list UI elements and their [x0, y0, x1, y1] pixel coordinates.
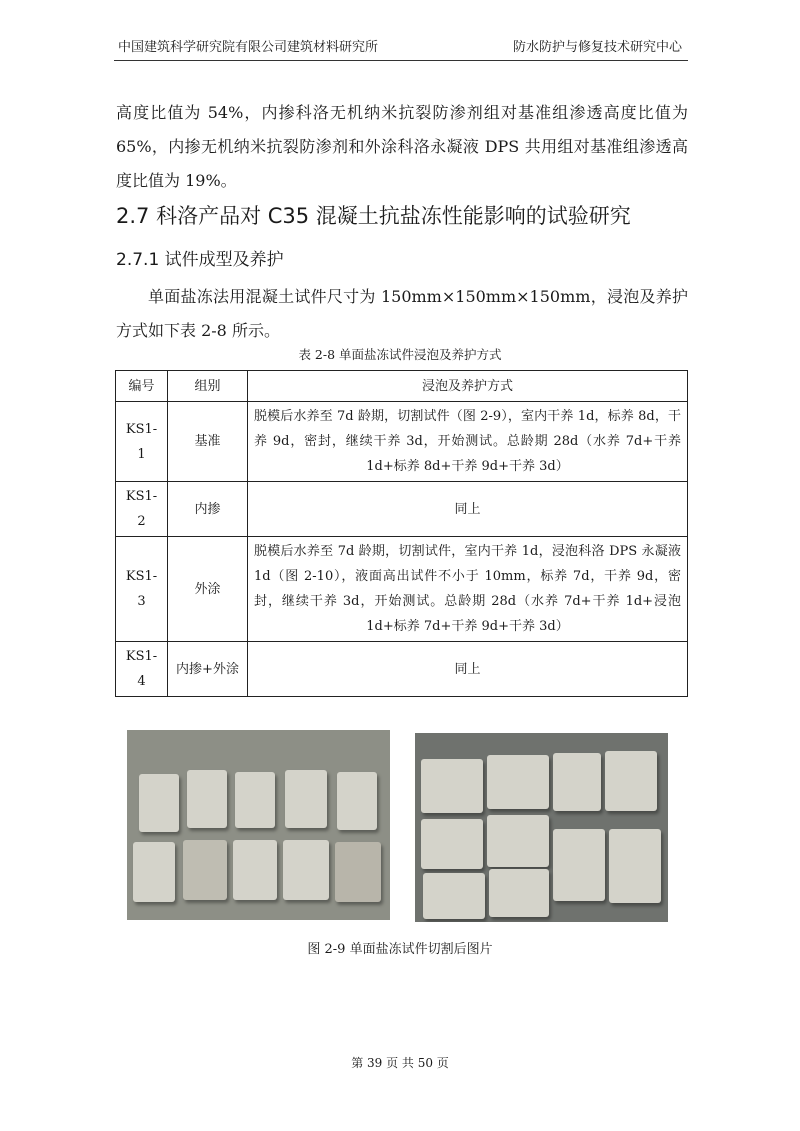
- cell-group: 内掺+外涂: [168, 642, 248, 697]
- specimen-photo-right: [415, 733, 668, 922]
- column-header: 编号: [116, 371, 168, 402]
- header-divider: [114, 60, 688, 61]
- cell-group: 内掺: [168, 482, 248, 537]
- header-organization: 中国建筑科学研究院有限公司建筑材料研究所: [118, 40, 379, 55]
- subsection-heading: 2.7.1 试件成型及养护: [116, 250, 284, 270]
- cell-id: KS1-3: [116, 537, 168, 642]
- table-row: [116, 642, 688, 697]
- cell-id: KS1-1: [116, 402, 168, 482]
- body-paragraph: 高度比值为 54%，内掺科洛无机纳米抗裂防渗剂组对基准组渗透高度比值为 65%，内掺无机纳米抗裂防渗剂和外涂科洛永凝液 DPS 共用组对基准组渗透高度比值为 19%。: [116, 103, 688, 190]
- column-header: 浸泡及养护方式: [248, 371, 688, 402]
- header-department: 防水防护与修复技术研究中心: [512, 40, 682, 55]
- cell-id: KS1-2: [116, 482, 168, 537]
- table-header-row: [116, 371, 688, 402]
- page-number: 第 39 页 共 50 页: [351, 1056, 449, 1070]
- cell-group: 基准: [168, 402, 248, 482]
- cell-method: 同上: [248, 642, 688, 697]
- cell-method: 脱模后水养至 7d 龄期，切割试件（图 2-9），室内干养 1d，标养 8d，干养 9d，密封，继续干养 3d，开始测试。总龄期 28d（水养 7d+干养 1d+标养 8d+干养 9d+干养 3d）: [248, 402, 688, 482]
- body-paragraph: 单面盐冻法用混凝土试件尺寸为 150mm×150mm×150mm，浸泡及养护方式如下表 2-8 所示。: [116, 287, 688, 340]
- column-header: 组别: [168, 371, 248, 402]
- specimen-photo-left: [127, 730, 390, 920]
- cell-id: KS1-4: [116, 642, 168, 697]
- curing-method-table: [115, 370, 688, 697]
- table-row: [116, 537, 688, 642]
- section-heading: 2.7 科洛产品对 C35 混凝土抗盐冻性能影响的试验研究: [116, 204, 631, 228]
- table-row: [116, 482, 688, 537]
- cell-method: 脱模后水养至 7d 龄期，切割试件，室内干养 1d，浸泡科洛 DPS 永凝液 1d（图 2-10），液面高出试件不小于 10mm，标养 7d，干养 9d，密封，继续干养 3d，开始测试。总龄期 28d（水养 7d+干养 1d+浸泡 1d+标养 7d+干养 9d+干养 3d）: [248, 537, 688, 642]
- cell-method: 同上: [248, 482, 688, 537]
- cell-group: 外涂: [168, 537, 248, 642]
- table-row: [116, 402, 688, 482]
- table-caption: 表 2-8 单面盐冻试件浸泡及养护方式: [298, 347, 502, 362]
- figure-caption: 图 2-9 单面盐冻试件切割后图片: [307, 942, 493, 957]
